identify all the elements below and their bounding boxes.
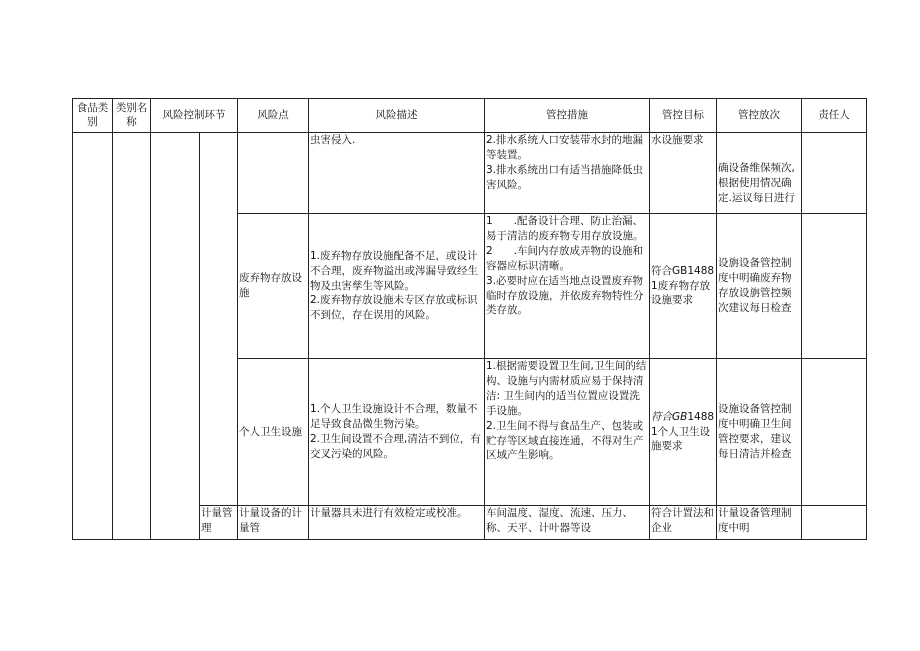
frequency-cell: 设旃设备管控制度中明确废弃物存放设旃管控频次建议每日检查 xyxy=(717,214,802,359)
header-owner: 责任人 xyxy=(802,99,867,133)
owner-cell xyxy=(802,133,867,214)
measures-cell xyxy=(485,133,650,214)
risk-point-cell xyxy=(238,133,309,214)
frequency-cell: 计量设备管理制度中明 xyxy=(717,506,802,540)
owner-cell xyxy=(802,214,867,359)
risk-desc-cell xyxy=(309,359,485,506)
measure-item: 1 .配备设计合理、防止治漏、易于清洁的废弃物专用存放设施。 xyxy=(486,215,644,242)
measures-cell xyxy=(485,359,650,506)
target-cell: 符合GB14881废弃物存放设施要求 xyxy=(650,214,717,359)
control-phase-cell xyxy=(151,133,200,540)
category-name-cell xyxy=(113,133,151,540)
desc-item: 1.废弃物存放设施配备不足，或设计不合理，废弃物溢出或涔漏导致经生物及虫害孳生等风险。 xyxy=(310,249,478,292)
target-cell: 水设施要求 xyxy=(650,133,717,214)
target-prefix: 符合GB xyxy=(651,410,688,423)
desc-item: 2.废弃物存放设施未专区存放或标识不到位，存在误用的风险。 xyxy=(310,294,478,322)
risk-desc-cell: 计量器具未进行有效检定或校准。 xyxy=(309,506,485,540)
header-target: 管控目标 xyxy=(650,99,717,133)
desc-item: 1.个人卫生设施设计不合理，数量不足导致食品微生物污染。 xyxy=(310,403,478,431)
measure-item: 3.必要时应在适当地点设置废弃物临时存放设施，并依废弃物特性分类存放。 xyxy=(486,274,644,317)
header-risk-control: 风险控制环节 xyxy=(151,99,238,133)
risk-point-cell: 计量设备的计量管 xyxy=(238,506,309,540)
risk-control-table xyxy=(72,98,867,540)
owner-cell xyxy=(802,506,867,540)
target-text: 14881个人卫生设施要求 xyxy=(651,410,715,453)
table-row xyxy=(73,133,867,214)
frequency-cell: 设施设备管控制度中明确卫生间管控要求，建议每日清洁并检查 xyxy=(717,359,802,506)
header-frequency: 管控放次 xyxy=(717,99,802,133)
measure-item: 2 .车间内存放成弄物的设施和容器应标识清晰。 xyxy=(486,244,644,272)
measure-item: 3.排水系统出口有适当措施降低虫害风险。 xyxy=(486,163,644,191)
measures-cell: 车间温度、湿度、流速、压力、称、天平、计叶器等设 xyxy=(485,506,650,540)
risk-desc-cell xyxy=(309,214,485,359)
header-row xyxy=(73,99,867,133)
header-risk-point: 风险点 xyxy=(238,99,309,133)
risk-point-cell: 废弃物存放设施 xyxy=(238,214,309,359)
header-category-name: 类别名称 xyxy=(113,99,151,133)
target-cell xyxy=(650,359,717,506)
sub-env-cell: 计量管理 xyxy=(200,506,238,540)
header-risk-desc: 风险描述 xyxy=(309,99,485,133)
header-measures: 管控措施 xyxy=(485,99,650,133)
measure-item: 1.根据需要设置卫生间,卫生间的结构、设施与内需材质应易于保持清洁: 卫生间内的适当位置应设置洗手设施。 xyxy=(486,360,647,417)
target-cell: 符合计置法和企业 xyxy=(650,506,717,540)
header-food-category: 食品类别 xyxy=(73,99,113,133)
measure-item: 2.排水系统人口安装带水封的地漏等装置。 xyxy=(486,134,644,161)
frequency-cell: 确设备维保频次,根据使用情况确定.运议每日进行 xyxy=(717,133,802,214)
owner-cell xyxy=(802,359,867,506)
risk-point-cell: 个人卫生设施 xyxy=(238,359,309,506)
sub-env-cell xyxy=(200,133,238,506)
food-category-cell xyxy=(73,133,113,540)
measure-item: 2.卫生间不得与食品生产、包装或贮存等区域直接连通，不得对生产区域产生影响。 xyxy=(486,419,644,462)
risk-desc-cell: 虫害侵入. xyxy=(309,133,485,214)
measures-cell xyxy=(485,214,650,359)
desc-item: 2.卫生间设置不合理,清洁不到位，有交叉污染的风险。 xyxy=(310,433,481,460)
